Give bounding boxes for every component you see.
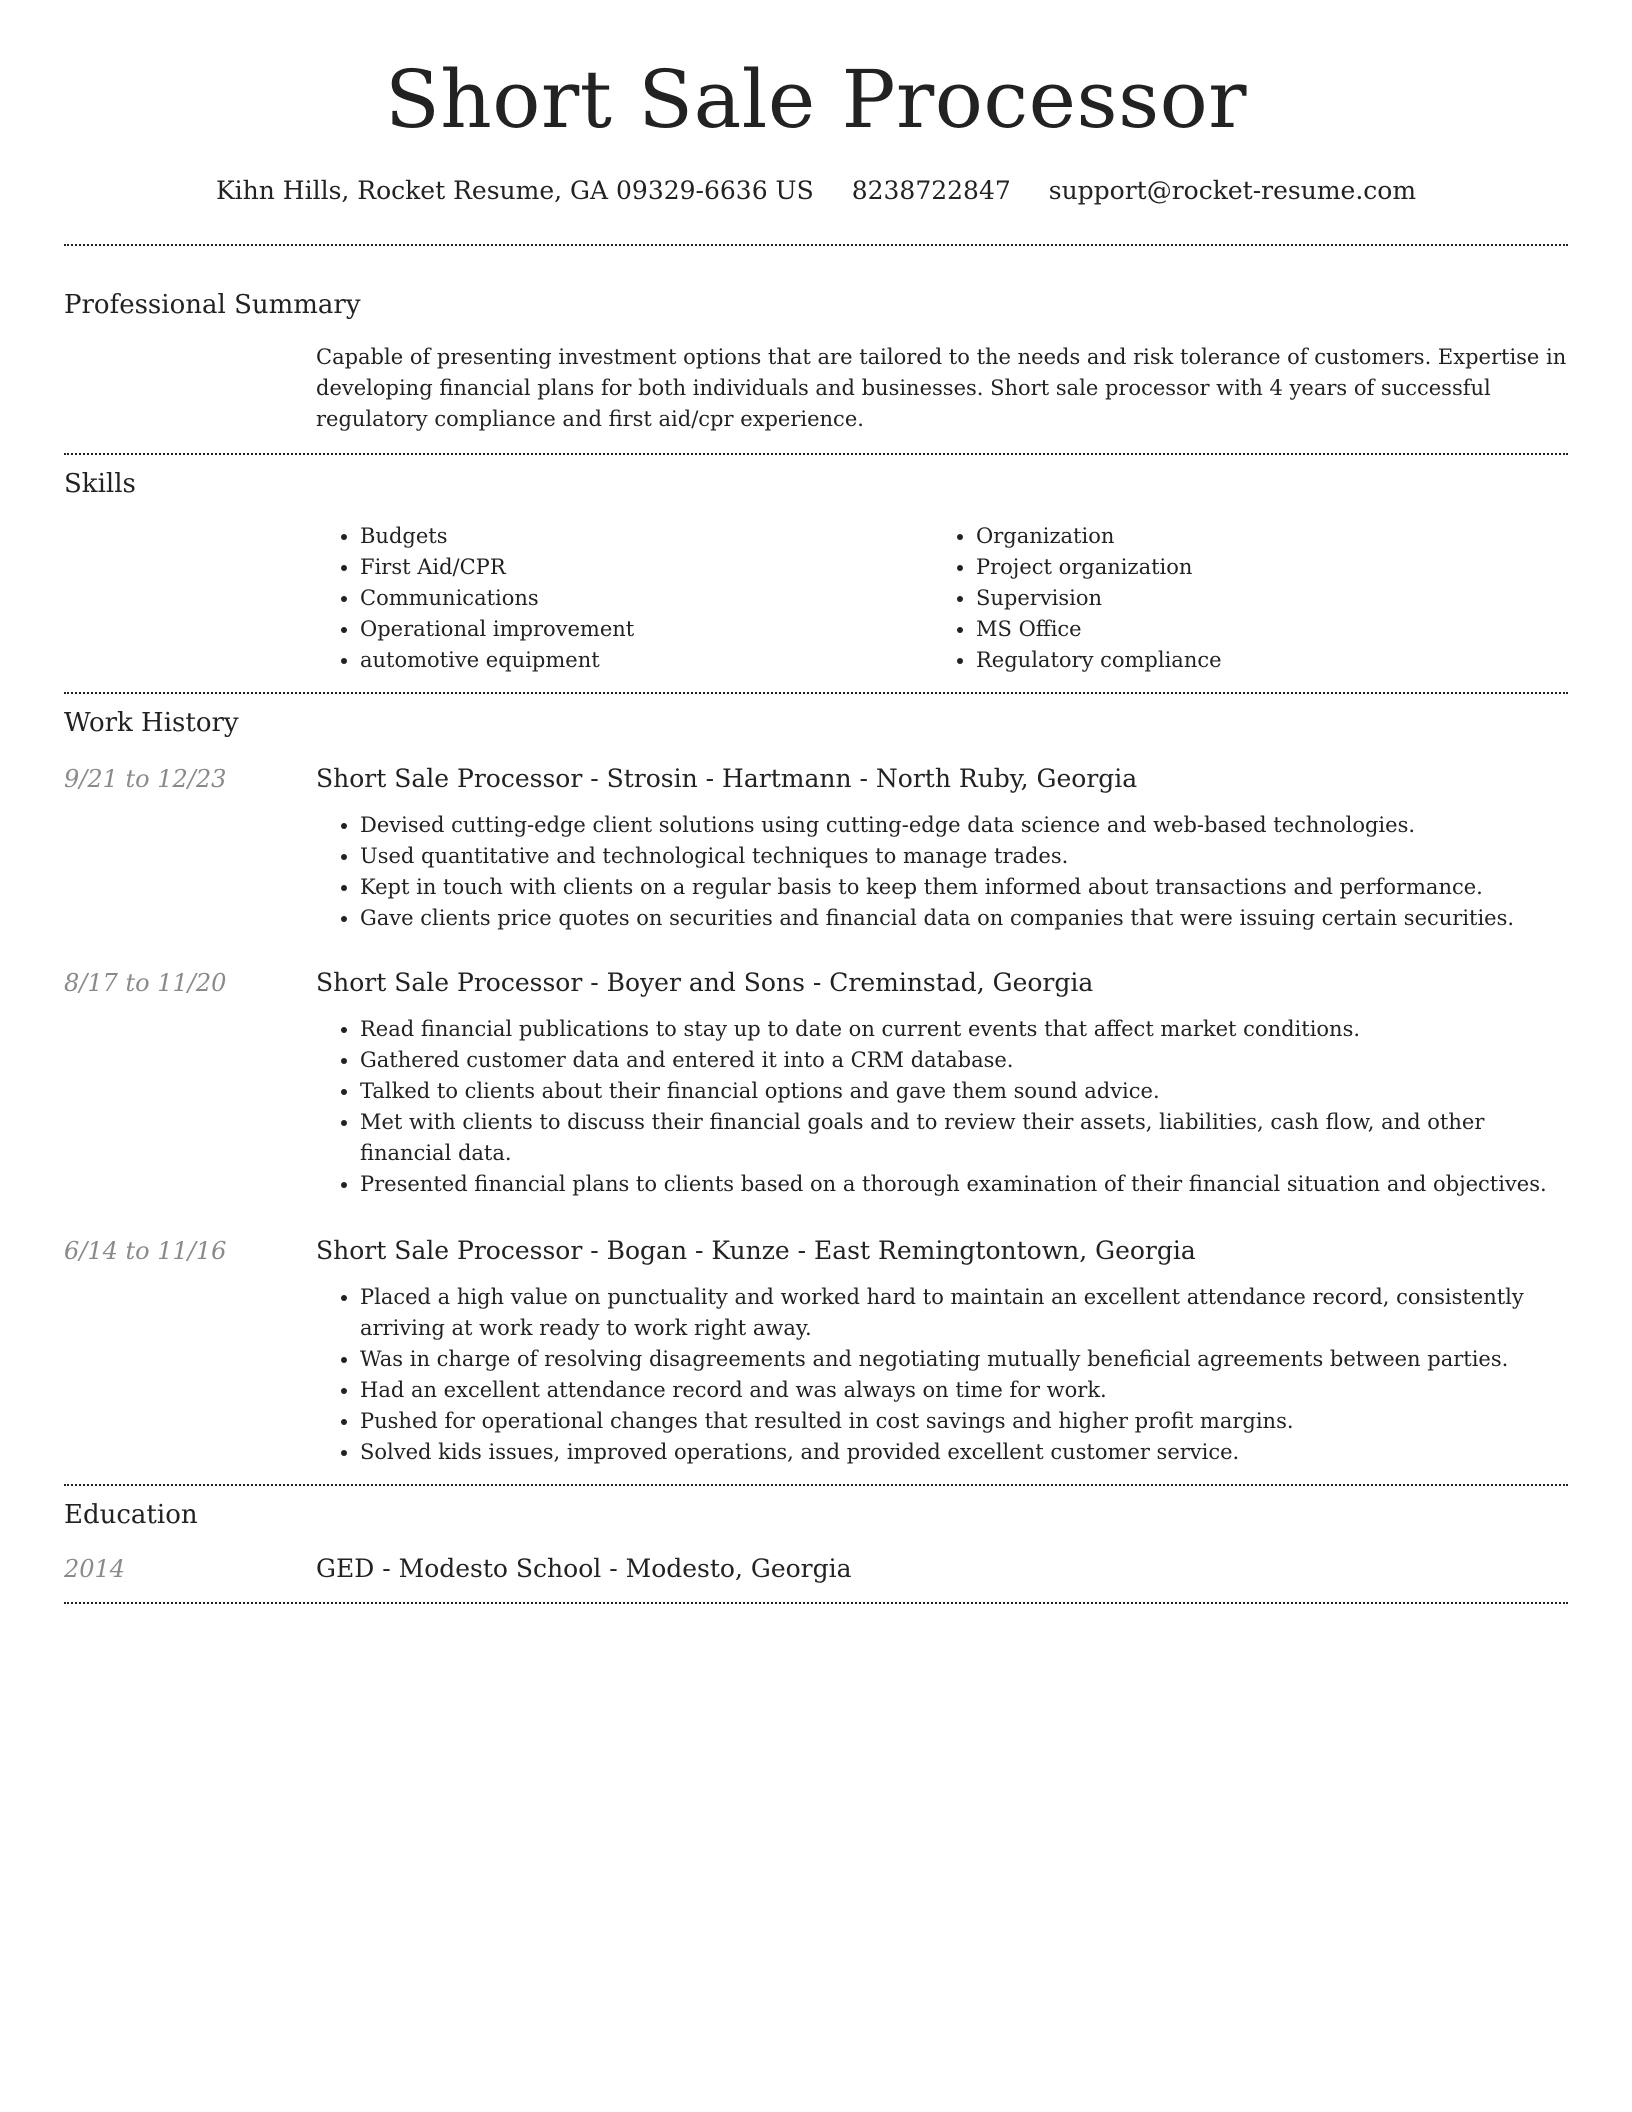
job-bullet: • Read financial publications to stay up to date on current events that affect market conditions. — [360, 1014, 1568, 1045]
divider — [64, 1602, 1568, 1604]
skill-item: • automotive equipment — [360, 645, 932, 676]
skills-grid — [316, 521, 1568, 676]
work-section-title: Work History — [64, 708, 239, 738]
job-bullet: • Met with clients to discuss their financial goals and to review their assets, liabilities, cash flow, and other financial data. — [360, 1107, 1568, 1169]
skill-item: • MS Office — [976, 614, 1568, 645]
skill-item: • Regulatory compliance — [976, 645, 1568, 676]
skill-item: • Organization — [976, 521, 1568, 552]
job-entry — [64, 1234, 1568, 1468]
contact-address: Kihn Hills, Rocket Resume, GA 09329-6636 US — [215, 176, 814, 205]
divider — [64, 244, 1568, 246]
job-bullet: • Gathered customer data and entered it into a CRM database. — [360, 1045, 1568, 1076]
resume-name: Short Sale Processor — [384, 53, 1248, 146]
job-bullet: • Was in charge of resolving disagreements and negotiating mutually beneficial agreements between parties. — [360, 1344, 1568, 1375]
contact-email: support@rocket-resume.com — [1048, 176, 1417, 205]
job-dates: 8/17 to 11/20 — [64, 969, 227, 997]
skill-item: • Communications — [360, 583, 932, 614]
job-bullet: • Used quantitative and technological techniques to manage trades. — [360, 841, 1568, 872]
education-heading: GED - Modesto School - Modesto, Georgia — [316, 1554, 852, 1583]
skill-item: • Project organization — [976, 552, 1568, 583]
job-dates: 9/21 to 12/23 — [64, 765, 227, 793]
education-section-title: Education — [64, 1500, 198, 1530]
summary-text: Capable of presenting investment options that are tailored to the needs and risk tolerance of customers. Expertise in developing financial plans for both individuals and businesses. Short sale processor with 4 years of successful regulatory compliance and first aid/cpr experience. — [316, 345, 1567, 431]
job-entry — [64, 966, 1568, 1200]
job-bullet: • Had an excellent attendance record and was always on time for work. — [360, 1375, 1568, 1406]
job-bullet: • Talked to clients about their financial options and gave them sound advice. — [360, 1076, 1568, 1107]
job-bullet: • Devised cutting-edge client solutions using cutting-edge data science and web-based technologies. — [360, 810, 1568, 841]
skill-item: • Supervision — [976, 583, 1568, 614]
job-bullet: • Placed a high value on punctuality and worked hard to maintain an excellent attendance record, consistently arriving at work ready to work right away. — [360, 1282, 1568, 1344]
job-bullets — [316, 1014, 1568, 1200]
job-body — [316, 762, 1568, 934]
job-heading: Short Sale Processor - Boyer and Sons - Creminstad, Georgia — [316, 968, 1094, 997]
job-bullet: • Pushed for operational changes that resulted in cost savings and higher profit margins. — [360, 1406, 1568, 1437]
job-bullet: • Presented financial plans to clients based on a thorough examination of their financial situation and objectives. — [360, 1169, 1568, 1200]
job-heading: Short Sale Processor - Bogan - Kunze - East Remingtontown, Georgia — [316, 1236, 1196, 1265]
job-bullet: • Gave clients price quotes on securities and financial data on companies that were issuing certain securities. — [360, 903, 1568, 934]
job-bullet: • Solved kids issues, improved operations, and provided excellent customer service. — [360, 1437, 1568, 1468]
contact-phone: 8238722847 — [851, 176, 1011, 205]
job-body — [316, 966, 1568, 1200]
skills-list-right — [932, 521, 1568, 676]
divider — [64, 1484, 1568, 1486]
skill-item: • Budgets — [360, 521, 932, 552]
skill-item: • Operational improvement — [360, 614, 932, 645]
education-year: 2014 — [64, 1555, 126, 1583]
job-body — [316, 1234, 1568, 1468]
skills-list-left — [316, 521, 932, 676]
skills-section-title: Skills — [64, 469, 136, 499]
job-heading: Short Sale Processor - Strosin - Hartmann - North Ruby, Georgia — [316, 764, 1138, 793]
divider — [64, 692, 1568, 694]
job-bullet: • Kept in touch with clients on a regular basis to keep them informed about transactions and performance. — [360, 872, 1568, 903]
contact-line — [64, 174, 1568, 208]
education-entry — [64, 1552, 1568, 1586]
job-entry — [64, 762, 1568, 934]
job-bullets — [316, 810, 1568, 934]
job-bullets — [316, 1282, 1568, 1468]
divider — [64, 453, 1568, 455]
job-dates: 6/14 to 11/16 — [64, 1237, 227, 1265]
summary-section-title: Professional Summary — [64, 290, 361, 320]
skill-item: • First Aid/CPR — [360, 552, 932, 583]
